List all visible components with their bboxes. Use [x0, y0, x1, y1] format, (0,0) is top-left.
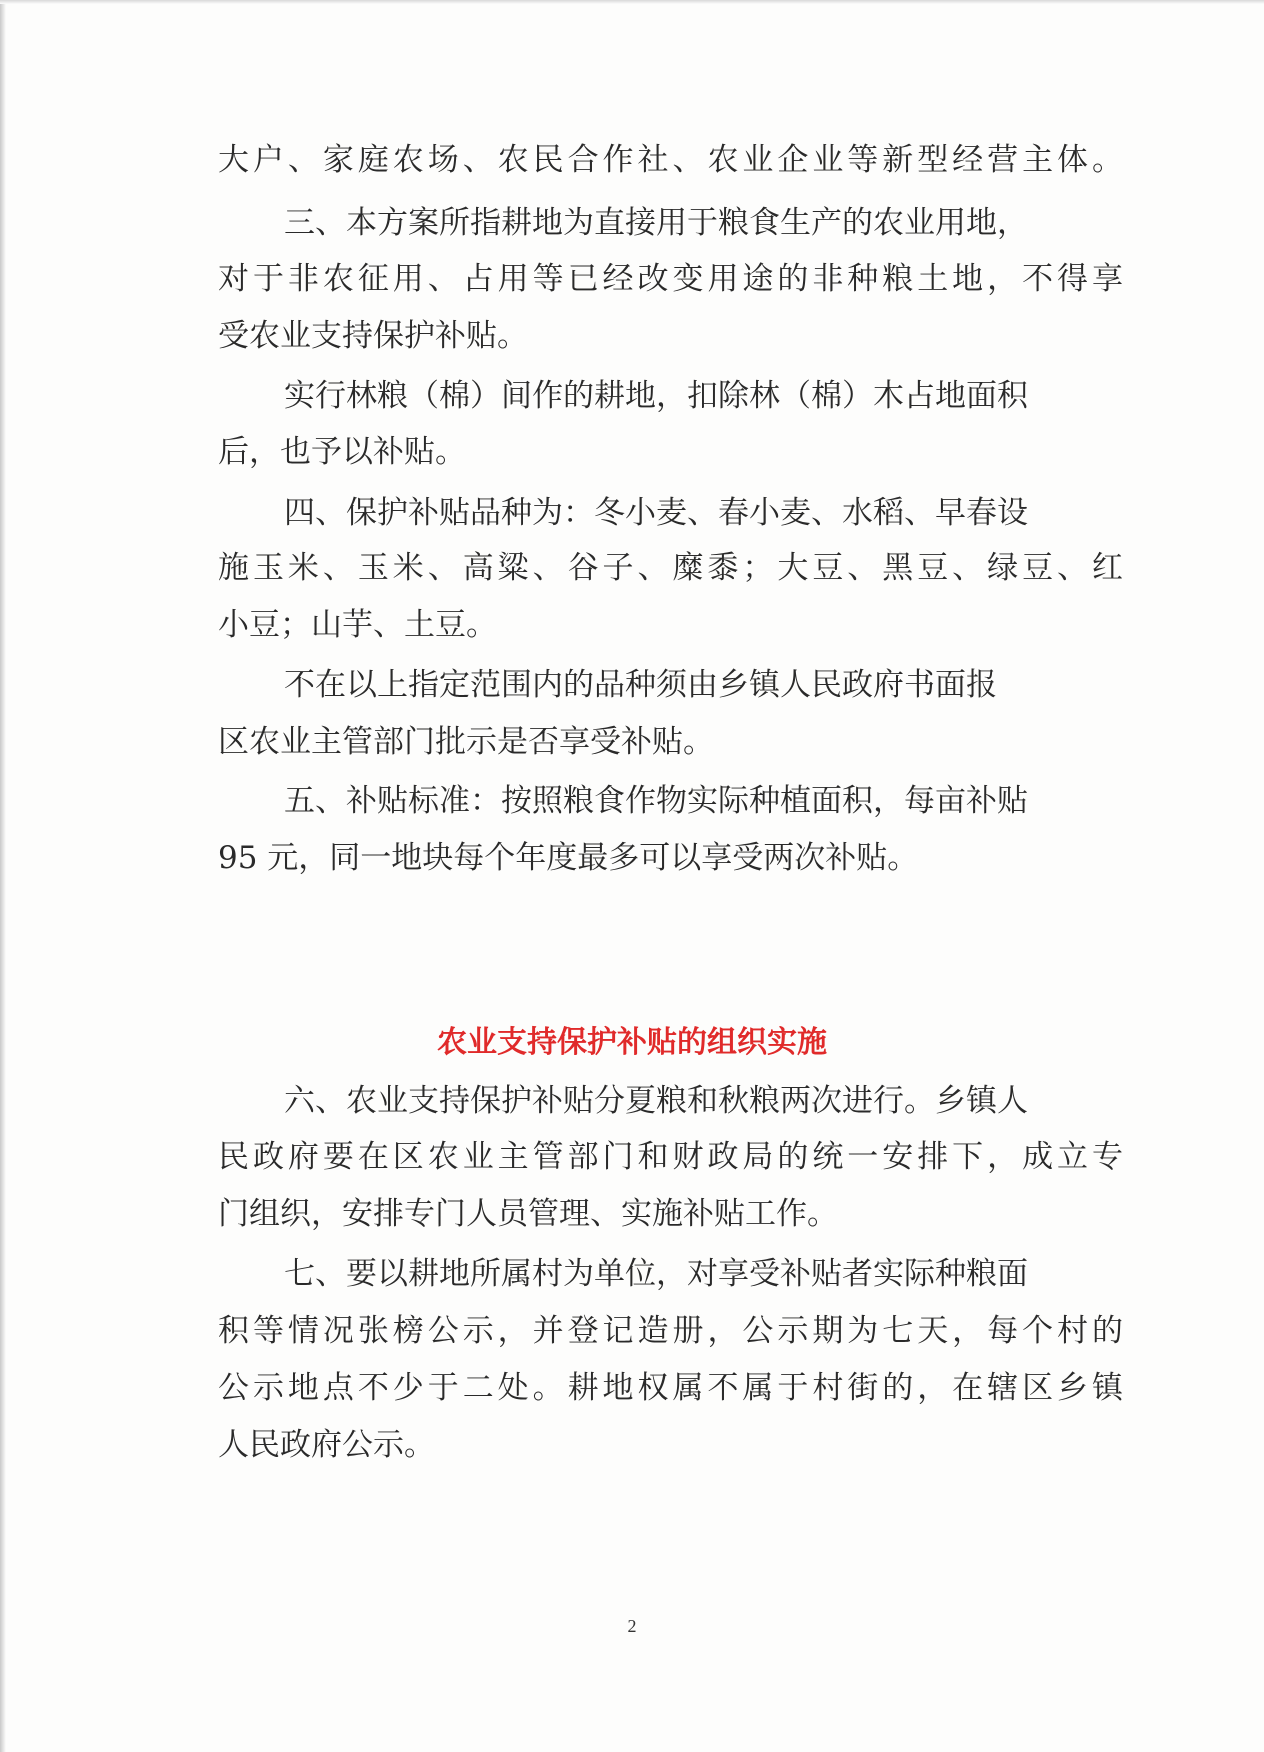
- paragraph-line: 不在以上指定范围内的品种须由乡镇人民政府书面报: [284, 667, 997, 703]
- paragraph-line: 四、保护补贴品种为：冬小麦、春小麦、水稻、早春设: [284, 495, 1028, 531]
- paragraph-line: 大户、家庭农场、农民合作社、农业企业等新型经营主体。: [218, 142, 1123, 178]
- page-number: 2: [627, 1616, 637, 1636]
- scan-edge: [0, 0, 6, 1752]
- paragraph-line: 门组织，安排专门人员管理、实施补贴工作。: [218, 1196, 838, 1232]
- paragraph-line: 民政府要在区农业主管部门和财政局的统一安排下，成立专: [218, 1139, 1123, 1175]
- paragraph-line: 受农业支持保护补贴。: [218, 318, 528, 354]
- paragraph-line: 积等情况张榜公示，并登记造册，公示期为七天，每个村的: [218, 1313, 1123, 1349]
- paragraph-line: 实行林粮（棉）间作的耕地，扣除林（棉）木占地面积: [284, 378, 1028, 414]
- paragraph-line: 后，也予以补贴。: [218, 434, 466, 470]
- paragraph-line: 六、农业支持保护补贴分夏粮和秋粮两次进行。乡镇人: [284, 1083, 1028, 1119]
- section-heading: 农业支持保护补贴的组织实施: [437, 1025, 827, 1060]
- scan-edge: [0, 0, 1264, 4]
- paragraph-line: 95 元，同一地块每个年度最多可以享受两次补贴。: [218, 840, 919, 876]
- paragraph-line: 公示地点不少于二处。耕地权属不属于村街的，在辖区乡镇: [218, 1370, 1123, 1406]
- paragraph-line: 三、本方案所指耕地为直接用于粮食生产的农业用地，: [284, 205, 1028, 241]
- paragraph-line: 施玉米、玉米、高粱、谷子、糜黍；大豆、黑豆、绿豆、红: [218, 550, 1123, 586]
- paragraph-line: 区农业主管部门批示是否享受补贴。: [218, 724, 714, 760]
- paragraph-line: 五、补贴标准：按照粮食作物实际种植面积，每亩补贴: [284, 783, 1028, 819]
- paragraph-line: 对于非农征用、占用等已经改变用途的非种粮土地，不得享: [218, 261, 1123, 297]
- paragraph-line: 七、要以耕地所属村为单位，对享受补贴者实际种粮面: [284, 1256, 1028, 1292]
- paragraph-line: 人民政府公示。: [218, 1427, 435, 1463]
- paragraph-line: 小豆；山芋、土豆。: [218, 607, 497, 643]
